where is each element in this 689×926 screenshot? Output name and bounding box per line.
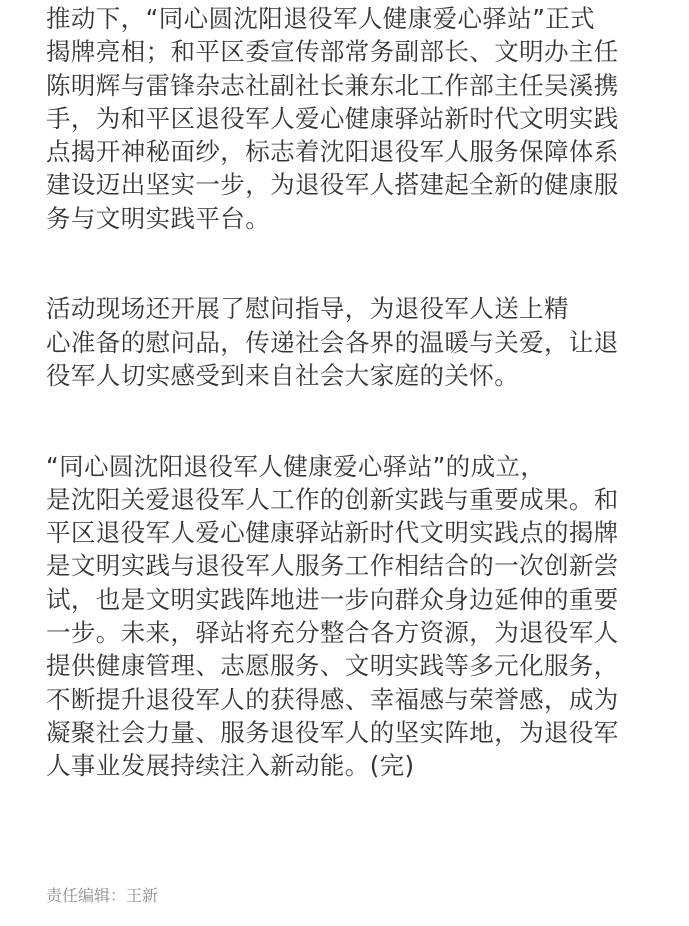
paragraph-line: 手，为和平区退役军人爱心健康驿站新时代文明实践 [46,103,619,133]
article-body [46,0,646,783]
paragraph-line: 人事业发展持续注入新动能。(完) [46,751,415,781]
editor-credit: 责任编辑：王新 [46,886,159,905]
paragraph-line: 心准备的慰问品，传递社会各界的温暖与关爱，让退 [46,327,619,357]
paragraph-line: 务与文明实践平台。 [46,203,271,233]
paragraph-line: 揭牌亮相；和平区委宣传部常务副部长、文明办主任 [46,37,619,67]
paragraph-line: 是文明实践与退役军人服务工作相结合的一次创新尝 [46,551,619,581]
paragraph-line: 一步。未来，驿站将充分整合各方资源，为退役军人 [46,618,619,648]
paragraph-line: 点揭开神秘面纱，标志着沈阳退役军人服务保障体系 [46,137,619,167]
paragraph-line: 役军人切实感受到来自社会大家庭的关怀。 [46,360,520,390]
paragraph-line: 活动现场还开展了慰问指导，为退役军人送上精 [46,294,569,324]
paragraph-line: 平区退役军人爱心健康驿站新时代文明实践点的揭牌 [46,518,619,548]
paragraph-line: “同心圆沈阳退役军人健康爱心驿站”的成立， [46,451,546,481]
article-paragraph-1 [46,0,646,235]
paragraph-line: 建设迈出坚实一步，为退役军人搭建起全新的健康服 [46,170,619,200]
paragraph-line: 提供健康管理、志愿服务、文明实践等多元化服务， [46,651,619,681]
paragraph-line: 是沈阳关爱退役军人工作的创新实践与重要成果。和 [46,484,619,514]
article-paragraph-2 [46,259,646,392]
paragraph-line: 试，也是文明实践阵地进一步向群众身边延伸的重要 [46,584,619,614]
paragraph-line: 凝聚社会力量、服务退役军人的坚实阵地，为退役军 [46,717,619,747]
article-paragraph-3 [46,416,646,782]
paragraph-line: 陈明辉与雷锋杂志社副社长兼东北工作部主任吴溪携 [46,70,619,100]
paragraph-line: 不断提升退役军人的获得感、幸福感与荣誉感，成为 [46,684,619,714]
paragraph-line: 推动下，“同心圆沈阳退役军人健康爱心驿站”正式 [46,4,596,33]
